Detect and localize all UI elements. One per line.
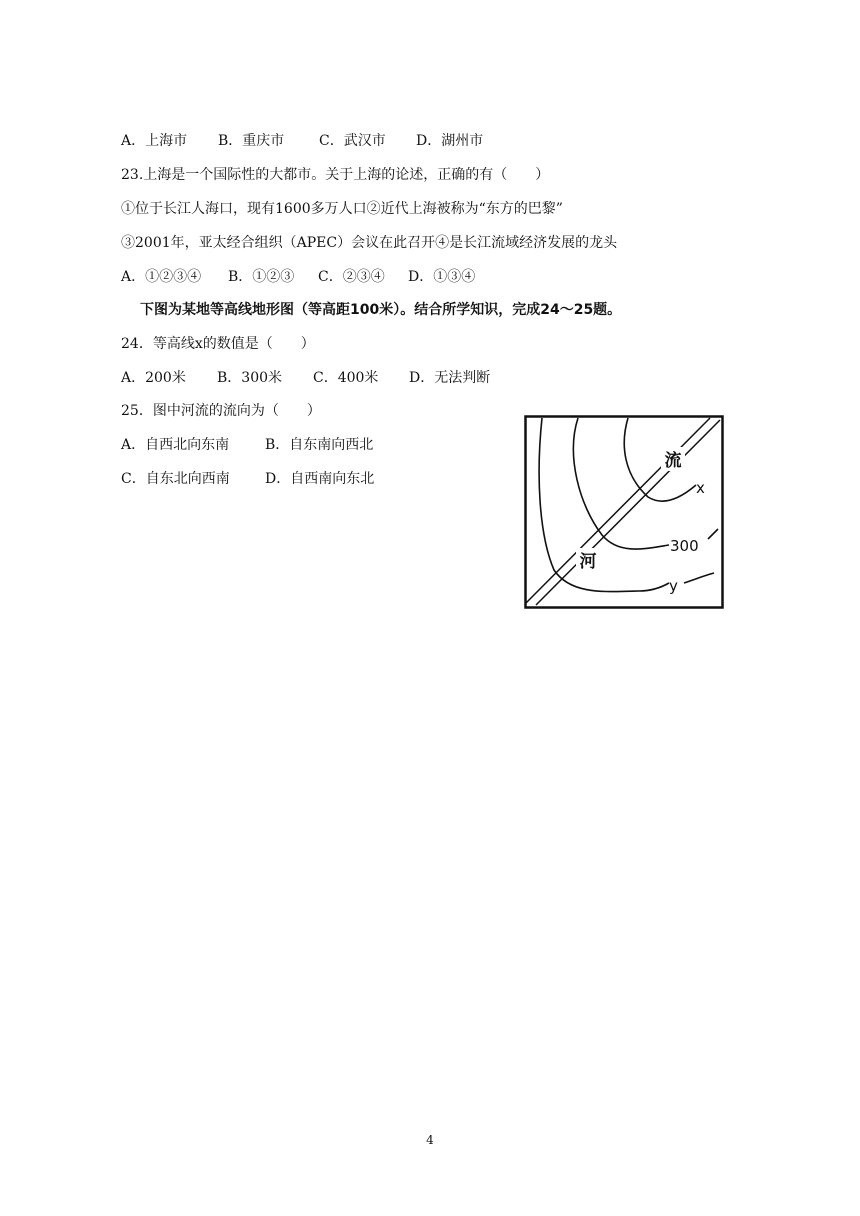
q22-option-b: B．重庆市 xyxy=(218,133,285,149)
q23-option-c: C．②③④ xyxy=(318,269,385,285)
page-number: 4 xyxy=(426,1133,434,1147)
q25-options-row-2 xyxy=(121,469,374,489)
contour-label-x: x xyxy=(696,479,705,497)
q23-option-d: D．①③④ xyxy=(408,269,476,285)
q22-options xyxy=(121,131,483,151)
q25-option-b: B．自东南向西北 xyxy=(265,437,374,453)
q24-options xyxy=(121,368,490,388)
q23-statement-line-1: ①位于长江人海口，现有1600多万人口②近代上海被称为“东方的巴黎” xyxy=(121,201,563,217)
q23-option-b: B．①②③ xyxy=(228,269,295,285)
river-label-2: 流 xyxy=(664,451,682,471)
section-intro: 下图为某地等高线地形图（等高距100米）。结合所学知识，完成24～25题。 xyxy=(140,302,622,318)
contour-map xyxy=(524,415,724,609)
q24-stem: 24．等高线x的数值是（ ） xyxy=(121,336,315,352)
q25-stem: 25．图中河流的流向为（ ） xyxy=(121,403,321,419)
q25-option-a: A．自西北向东南 xyxy=(121,437,230,453)
q23-options xyxy=(121,267,475,287)
q25-options-row-1 xyxy=(121,435,373,455)
contour-label-y: y xyxy=(669,577,678,595)
q24-option-c: C．400米 xyxy=(313,370,379,386)
q23-option-a: A．①②③④ xyxy=(121,269,202,285)
q23-stem: 23.上海是一个国际性的大都市。关于上海的论述，正确的有（ ） xyxy=(121,167,550,183)
q24-option-a: A．200米 xyxy=(121,370,186,386)
q25-option-c: C．自东北向西南 xyxy=(121,471,230,487)
q23-statement-line-2: ③2001年，亚太经合组织（APEC）会议在此召开④是长江流域经济发展的龙头 xyxy=(121,235,618,251)
contour-label-300: 300 xyxy=(670,537,699,555)
q22-option-c: C．武汉市 xyxy=(319,133,386,149)
q22-option-d: D．湖州市 xyxy=(416,133,484,149)
river-label-1: 河 xyxy=(579,552,597,572)
q22-option-a: A．上海市 xyxy=(121,133,188,149)
q25-option-d: D．自西南向东北 xyxy=(265,471,375,487)
q24-option-b: B．300米 xyxy=(217,370,283,386)
q24-option-d: D．无法判断 xyxy=(409,370,491,386)
